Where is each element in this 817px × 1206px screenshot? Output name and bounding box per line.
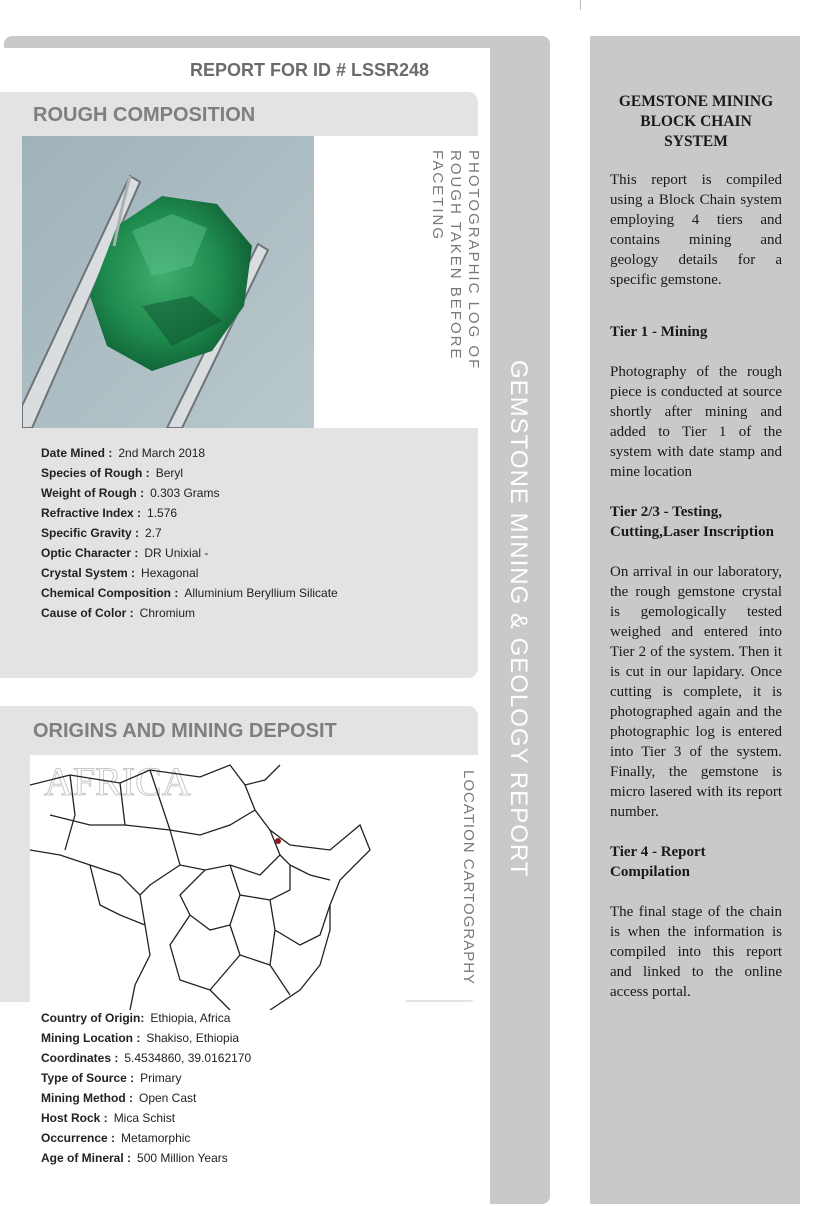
origin-properties-list [41, 1008, 251, 1168]
property-value: Primary [140, 1071, 182, 1085]
property-label: Optic Character : [41, 546, 139, 560]
rough-properties-list [41, 443, 338, 623]
property-value: Hexagonal [141, 566, 199, 580]
origins-title: ORIGINS AND MINING DEPOSIT [33, 720, 337, 742]
property-row [41, 483, 338, 503]
property-value: Metamorphic [121, 1131, 191, 1145]
sidebar-content [610, 92, 782, 1022]
property-label: Country of Origin: [41, 1011, 145, 1025]
rough-emerald-image [22, 136, 314, 428]
property-value: DR Unixial - [144, 546, 209, 560]
report-id-heading: REPORT FOR ID # LSSR248 [190, 60, 430, 80]
property-label: Mining Method : [41, 1091, 133, 1105]
property-label: Species of Rough : [41, 466, 150, 480]
property-row [41, 563, 338, 583]
property-row [41, 1088, 251, 1108]
property-value: 500 Million Years [137, 1151, 228, 1165]
property-value: Open Cast [138, 1091, 197, 1105]
top-band [4, 36, 549, 48]
top-divider-tick [580, 0, 581, 10]
property-label: Type of Source : [41, 1071, 135, 1085]
property-row [41, 1028, 251, 1048]
property-value: 0.303 Grams [150, 486, 220, 500]
property-row [41, 1128, 251, 1148]
property-row [41, 1008, 251, 1028]
property-label: Specific Gravity : [41, 526, 140, 540]
property-row [41, 523, 338, 543]
africa-map-image [30, 755, 406, 1010]
property-label: Age of Mineral : [41, 1151, 132, 1165]
sidebar-intro: This report is compiled using a Block Chain system employing 4 tiers and contains mining and geology details for a specific gemstone. [610, 172, 782, 288]
property-label: Date Mined : [41, 446, 113, 460]
map-caption: LOCATION CARTOGRAPHY [460, 770, 477, 986]
property-value: Shakiso, Ethiopia [146, 1031, 240, 1045]
property-row [41, 443, 338, 463]
mine-location-marker [275, 838, 281, 844]
property-label: Weight of Rough : [41, 486, 145, 500]
property-value: Chromium [139, 606, 196, 620]
property-row [41, 1048, 251, 1068]
spine-title: GEMSTONE MINING & GEOLOGY REPORT [505, 360, 532, 878]
rough-composition-title: ROUGH COMPOSITION [33, 104, 256, 126]
property-value: Alluminium Beryllium Silicate [184, 586, 338, 600]
property-label: Occurrence : [41, 1131, 116, 1145]
property-value: Beryl [155, 466, 184, 480]
tier4-heading: Tier 4 - Report Compilation [610, 844, 706, 880]
property-row [41, 1148, 251, 1168]
property-label: Host Rock : [41, 1111, 108, 1125]
property-row [41, 543, 338, 563]
tier1-text: Photography of the rough piece is conducted at source shortly after mining and added to Tier 1 of the system with date stamp and mine location [610, 364, 782, 480]
location-map [30, 755, 406, 1010]
property-value: Mica Schist [113, 1111, 176, 1125]
property-value: 2nd March 2018 [118, 446, 206, 460]
property-row [41, 603, 338, 623]
tier23-heading: Tier 2/3 - Testing, Cutting,Laser Inscription [610, 504, 774, 540]
property-label: Mining Location : [41, 1031, 141, 1045]
property-label: Coordinates : [41, 1051, 119, 1065]
property-row [41, 1068, 251, 1088]
property-row [41, 583, 338, 603]
property-row [41, 1108, 251, 1128]
blockchain-sidebar [590, 36, 800, 1204]
map-region-label: AFRICA [44, 759, 191, 804]
tier1-heading: Tier 1 - Mining [610, 324, 708, 340]
property-row [41, 503, 338, 523]
property-label: Crystal System : [41, 566, 136, 580]
tier4-text: The final stage of the chain is when the information is compiled into this report and linked to the online access portal. [610, 904, 782, 1000]
property-value: Ethiopia, Africa [150, 1011, 231, 1025]
property-value: 5.4534860, 39.0162170 [124, 1051, 252, 1065]
property-label: Cause of Color : [41, 606, 134, 620]
tier23-text: On arrival in our laboratory, the rough gemstone crystal is gemologically tested weighed and entered into Tier 2 of the system. Then it is cut in our lapidary. Once cutting is complete, it is photographed again and the photographic log is entered into Tier 3 of the system. Finally, the gemstone is micro lasered with its report number. [610, 564, 782, 820]
property-label: Chemical Composition : [41, 586, 179, 600]
property-label: Refractive Index : [41, 506, 142, 520]
rough-gemstone-photo [22, 136, 314, 428]
property-row [41, 463, 338, 483]
property-value: 1.576 [147, 506, 178, 520]
sidebar-title: GEMSTONE MINING BLOCK CHAIN SYSTEM [618, 93, 774, 150]
photo-caption: PHOTOGRAPHIC LOG OF ROUGH TAKEN BEFORE FACETING [429, 150, 482, 371]
property-value: 2.7 [145, 526, 162, 540]
